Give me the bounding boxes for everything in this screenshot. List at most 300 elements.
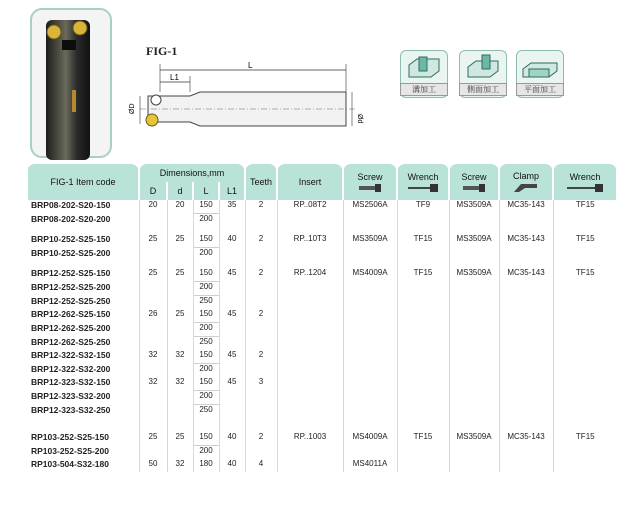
cell-teeth: 2 [245,309,277,323]
spec-table [26,164,618,472]
cell-wrench: TF15 [397,268,449,282]
cell-wrench [397,248,449,262]
cell-insert [277,296,343,310]
header-item-code: FIG-1 Item code [27,164,139,200]
cell-screw2 [449,261,499,268]
cell-screw2 [449,446,499,460]
table-row [27,350,617,364]
cell-insert: RP..1003 [277,432,343,446]
cell-screw [343,214,397,228]
spacer-row [27,425,617,432]
cell-teeth [245,446,277,460]
header-d: d [167,182,193,200]
cell-L1 [219,248,245,262]
cell-L1 [219,418,245,425]
cell-screw2: MS3509A [449,200,499,214]
cell-insert [277,446,343,460]
cell-clamp [499,214,553,228]
cell-clamp [499,405,553,419]
cell-insert: RP..1204 [277,268,343,282]
cell-insert [277,405,343,419]
mode-label-face: 平面加工 [516,83,564,96]
screw-icon [355,183,385,193]
cell-teeth [245,425,277,432]
cell-screw2 [449,418,499,425]
cell-L: 200 [193,214,219,228]
screw-icon [459,183,489,193]
cell-code: BRP12-322-S32-200 [31,363,111,374]
cell-wrench2 [553,282,617,296]
cell-D [139,296,167,310]
cell-wrench2 [553,418,617,425]
header-insert: Insert [277,164,343,200]
cell-clamp [499,227,553,234]
cell-D: 20 [139,200,167,214]
cell-L: 200 [193,248,219,262]
cell-code: BRP10-252-S25-150 [31,234,111,244]
mode-label-slot: 溝加工 [400,83,448,96]
cell-screw2 [449,309,499,323]
cell-D: 25 [139,268,167,282]
cell-L1: 45 [219,268,245,282]
cell-insert [277,459,343,472]
cell-wrench [397,364,449,378]
cell-insert: RP..08T2 [277,200,343,214]
cell-wrench2: TF15 [553,268,617,282]
header-clamp [499,164,553,200]
table-row [27,296,617,310]
cell-code [27,227,139,234]
tool-dimension-drawing [120,58,363,158]
cell-code: BRP12-322-S32-150 [31,350,111,360]
cell-clamp [499,446,553,460]
cell-L [193,261,219,268]
header-dimensions: Dimensions,mm [139,164,245,182]
cell-screw2 [449,350,499,364]
cell-L1 [219,261,245,268]
cell-screw2 [449,459,499,472]
cell-screw [343,350,397,364]
table-row [27,405,617,419]
cell-screw2 [449,425,499,432]
cell-clamp: MC35-143 [499,432,553,446]
cell-L1 [219,364,245,378]
cell-d: 25 [167,268,193,282]
product-photo [30,8,112,158]
cell-teeth: 2 [245,200,277,214]
cell-wrench [397,418,449,425]
cell-wrench [397,282,449,296]
cell-L: 150 [193,377,219,391]
cell-d [167,425,193,432]
cell-wrench2 [553,309,617,323]
cell-clamp [499,323,553,337]
cell-L [193,227,219,234]
cell-screw2 [449,405,499,419]
cell-insert [277,364,343,378]
cell-screw2 [449,323,499,337]
cell-teeth [245,214,277,228]
cell-teeth [245,323,277,337]
cell-code: BRP10-252-S25-200 [31,247,111,258]
table-row [27,432,617,446]
header-L: L [193,182,219,200]
cell-insert [277,323,343,337]
cell-d [167,296,193,310]
cell-d: 20 [167,200,193,214]
cell-D [139,248,167,262]
cell-L1 [219,425,245,432]
cell-code: BRP12-262-S25-150 [31,309,111,319]
table-row [27,248,617,262]
cell-screw [343,405,397,419]
cell-wrench2 [553,391,617,405]
cell-wrench [397,391,449,405]
cell-teeth [245,364,277,378]
cell-wrench2: TF15 [553,234,617,248]
cell-wrench: TF15 [397,432,449,446]
cell-code [27,418,139,425]
header-wrench-2 [553,164,617,200]
cell-insert [277,337,343,351]
cell-clamp [499,296,553,310]
cell-teeth [245,405,277,419]
cell-L1: 40 [219,459,245,472]
table-row [27,364,617,378]
cell-screw [343,364,397,378]
cell-insert [277,377,343,391]
header-screw-2 [449,164,499,200]
cell-wrench2 [553,214,617,228]
cell-code: BRP12-323-S32-150 [31,377,111,387]
cell-wrench2 [553,377,617,391]
header-wrench-label: Wrench [407,171,439,182]
cell-D [139,261,167,268]
cell-screw [343,248,397,262]
cell-screw: MS4009A [343,432,397,446]
cell-L: 150 [193,350,219,364]
cell-d: 32 [167,350,193,364]
table-row [27,309,617,323]
cell-L: 250 [193,296,219,310]
cell-d: 32 [167,377,193,391]
cell-L: 250 [193,405,219,419]
header-D: D [139,182,167,200]
cell-L: 180 [193,459,219,472]
cell-d [167,261,193,268]
cell-code: BRP12-262-S25-200 [31,322,111,333]
mode-label-side: 側面加工 [459,83,507,96]
cell-teeth [245,227,277,234]
cell-d [167,446,193,460]
cell-wrench2: TF15 [553,432,617,446]
cell-teeth [245,261,277,268]
cell-d [167,214,193,228]
cell-wrench [397,227,449,234]
header-screw [343,164,397,200]
cell-wrench [397,309,449,323]
cell-teeth [245,248,277,262]
cell-screw [343,446,397,460]
cell-D: 50 [139,459,167,472]
cell-insert [277,248,343,262]
cell-L1 [219,337,245,351]
cell-D: 32 [139,377,167,391]
cell-teeth: 2 [245,268,277,282]
cell-L: 200 [193,446,219,460]
cell-wrench [397,377,449,391]
spacer-row [27,261,617,268]
cell-D: 26 [139,309,167,323]
table-row [27,337,617,351]
wrench-icon [406,183,440,193]
cell-screw [343,309,397,323]
cell-L1 [219,446,245,460]
table-row [27,282,617,296]
cell-screw2 [449,282,499,296]
cell-d [167,337,193,351]
cell-screw2: MS3509A [449,234,499,248]
cell-clamp [499,309,553,323]
cell-L: 200 [193,323,219,337]
cell-clamp [499,337,553,351]
cell-D [139,323,167,337]
cell-d: 25 [167,309,193,323]
cell-wrench2 [553,296,617,310]
cell-teeth: 2 [245,234,277,248]
header-clamp-label: Clamp [513,170,540,181]
cell-code: RP103-252-S25-200 [31,445,109,456]
cell-L: 200 [193,391,219,405]
cell-wrench: TF9 [397,200,449,214]
cell-clamp [499,425,553,432]
cell-code: RP103-504-S32-180 [31,459,109,469]
cell-teeth: 3 [245,377,277,391]
cell-L1 [219,214,245,228]
cell-screw [343,391,397,405]
cell-wrench [397,296,449,310]
dim-L-label: L [248,61,253,70]
cell-wrench [397,337,449,351]
cell-wrench [397,214,449,228]
cell-d [167,248,193,262]
cell-screw [343,282,397,296]
cell-wrench: TF15 [397,234,449,248]
cell-D [139,337,167,351]
cell-L1 [219,323,245,337]
cell-wrench [397,350,449,364]
cell-screw2 [449,364,499,378]
header-wrench2-label: Wrench [569,171,601,182]
dim-D-label: ØD [129,103,136,114]
cell-D: 25 [139,234,167,248]
cell-L: 150 [193,309,219,323]
cell-L [193,418,219,425]
dim-d-label: Ød [356,114,363,124]
cell-wrench2: TF15 [553,200,617,214]
cell-screw2 [449,296,499,310]
cell-clamp [499,248,553,262]
cell-wrench [397,425,449,432]
cell-teeth: 2 [245,350,277,364]
cell-L: 150 [193,432,219,446]
cell-insert [277,418,343,425]
cell-D [139,418,167,425]
cell-screw2 [449,337,499,351]
cell-D [139,391,167,405]
cell-clamp [499,350,553,364]
cell-clamp [499,418,553,425]
cell-insert [277,261,343,268]
cell-wrench [397,323,449,337]
cell-clamp [499,459,553,472]
cell-L1 [219,405,245,419]
cell-screw [343,377,397,391]
cell-clamp [499,282,553,296]
cell-L: 200 [193,282,219,296]
cell-clamp: MC35-143 [499,268,553,282]
cell-screw2 [449,214,499,228]
cell-screw [343,337,397,351]
cell-insert: RP..10T3 [277,234,343,248]
cell-wrench [397,405,449,419]
cell-screw: MS2506A [343,200,397,214]
cell-code: BRP12-323-S32-250 [31,404,111,415]
cell-L1: 45 [219,377,245,391]
table-row [27,268,617,282]
figure-title: FIG-1 [146,44,178,58]
cell-D [139,364,167,378]
cell-L1 [219,282,245,296]
spec-table-body [27,200,617,472]
cell-D [139,227,167,234]
cell-L1: 35 [219,200,245,214]
cell-L1: 40 [219,234,245,248]
cell-insert [277,227,343,234]
cell-d: 32 [167,459,193,472]
cell-code [27,261,139,268]
cell-d [167,391,193,405]
table-row [27,200,617,214]
cell-d [167,323,193,337]
cell-d [167,227,193,234]
cell-insert [277,425,343,432]
cell-teeth [245,296,277,310]
cell-d [167,364,193,378]
cell-screw [343,425,397,432]
cell-screw [343,227,397,234]
cell-wrench2 [553,459,617,472]
end-mill-photo-icon [32,10,110,156]
cell-teeth: 2 [245,432,277,446]
cell-wrench2 [553,323,617,337]
cell-teeth [245,391,277,405]
cell-insert [277,214,343,228]
cell-screw [343,261,397,268]
cell-d [167,418,193,425]
header-wrench [397,164,449,200]
cell-L1 [219,296,245,310]
cell-d [167,282,193,296]
cell-code: BRP12-252-S25-250 [31,295,111,306]
cell-code: BRP12-252-S25-200 [31,281,111,292]
cell-L: 150 [193,200,219,214]
cell-L1: 40 [219,432,245,446]
spacer-row [27,227,617,234]
cell-screw: MS4011A [343,459,397,472]
table-row [27,391,617,405]
cell-wrench [397,261,449,268]
cell-insert [277,282,343,296]
cell-wrench2 [553,248,617,262]
cell-clamp [499,377,553,391]
cell-D [139,425,167,432]
spacer-row [27,418,617,425]
cell-clamp: MC35-143 [499,234,553,248]
cell-screw2 [449,227,499,234]
cell-wrench2 [553,446,617,460]
cell-screw2 [449,377,499,391]
cell-code: BRP12-323-S32-200 [31,390,111,401]
cell-teeth [245,337,277,351]
cell-d: 25 [167,432,193,446]
cell-D [139,214,167,228]
table-row [27,459,617,472]
cell-d: 25 [167,234,193,248]
table-row [27,446,617,460]
cell-wrench2 [553,337,617,351]
header-screw-label: Screw [357,171,383,182]
header-teeth: Teeth [245,164,277,200]
dim-L1-label: L1 [170,73,179,82]
cell-screw: MS4009A [343,268,397,282]
cell-wrench2 [553,227,617,234]
header-screw2-label: Screw [461,171,487,182]
cell-teeth [245,282,277,296]
cell-code: BRP08-202-S20-150 [31,200,111,210]
table-row [27,377,617,391]
cell-screw2: MS3509A [449,268,499,282]
cell-clamp [499,391,553,405]
cell-wrench2 [553,261,617,268]
cell-D [139,405,167,419]
cell-insert [277,391,343,405]
table-row [27,214,617,228]
table-row [27,234,617,248]
cell-teeth: 4 [245,459,277,472]
cell-wrench2 [553,405,617,419]
cell-code: BRP12-252-S25-150 [31,268,111,278]
cell-L: 150 [193,234,219,248]
cell-D [139,446,167,460]
cell-wrench [397,446,449,460]
cell-screw2: MS3509A [449,432,499,446]
cell-screw [343,323,397,337]
table-row [27,323,617,337]
cell-insert [277,309,343,323]
cell-L1 [219,227,245,234]
cell-D: 25 [139,432,167,446]
cell-L: 200 [193,364,219,378]
wrench-icon [565,183,605,193]
cell-wrench2 [553,350,617,364]
cell-screw2 [449,391,499,405]
cell-screw [343,296,397,310]
cell-insert [277,350,343,364]
cell-L1 [219,391,245,405]
cell-code: BRP12-262-S25-250 [31,336,111,347]
cell-wrench [397,459,449,472]
